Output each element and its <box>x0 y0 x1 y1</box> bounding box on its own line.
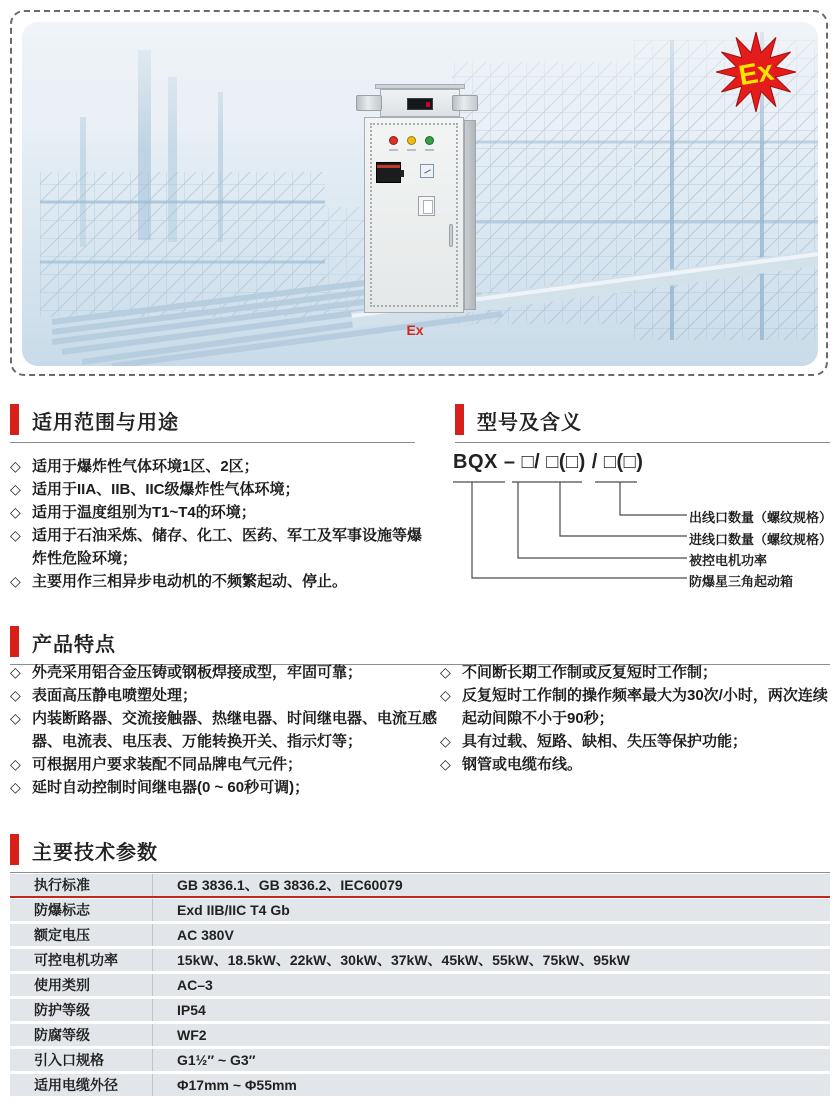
table-row <box>10 1024 830 1046</box>
list-item: ◇ 适用于石油采炼、储存、化工、医药、军工及军事设施等爆炸性危险环境； <box>10 524 422 570</box>
specs-table <box>10 874 830 1099</box>
model-label-outlets: 出线口数量（螺纹规格） <box>689 510 833 525</box>
cabinet-top-box <box>380 89 460 117</box>
table-row <box>10 924 830 946</box>
list-item: ◇ 外壳采用铝合金压铸或钢板焊接成型，牢固可靠； <box>10 661 438 684</box>
features-title: 产品特点 <box>32 634 116 656</box>
door-handle <box>449 224 453 247</box>
diamond-bullet-icon: ◇ <box>10 504 21 520</box>
model-section-head <box>455 401 830 443</box>
model-code: BQX – □/ □(□) / □(□) <box>453 451 644 473</box>
red-bar-icon <box>10 404 19 435</box>
list-item: ◇ 钢管或电缆布线。 <box>440 753 835 776</box>
diamond-bullet-icon: ◇ <box>440 687 451 703</box>
spec-value: AC–3 <box>152 974 830 996</box>
usage-list <box>10 455 422 593</box>
breaker-module <box>376 162 401 183</box>
diamond-bullet-icon: ◇ <box>10 710 21 726</box>
list-item: ◇ 内装断路器、交流接触器、热继电器、时间继电器、电流互感器、电流表、电压表、万能转换开关、指示灯等； <box>10 707 438 753</box>
table-row <box>10 974 830 996</box>
list-item: ◇ 适用于IIA、IIB、IIC级爆炸性气体环境； <box>10 478 422 501</box>
spec-label: 防护等级 <box>34 1002 90 1018</box>
product-cabinet <box>342 84 492 338</box>
diamond-bullet-icon: ◇ <box>10 664 21 680</box>
spec-value: WF2 <box>152 1024 830 1046</box>
cabinet-ex-label: Ex <box>406 322 424 338</box>
diamond-bullet-icon: ◇ <box>10 573 21 589</box>
ex-starburst-logo <box>714 30 798 114</box>
model-label-inlets: 进线口数量（螺纹规格） <box>689 532 833 547</box>
spec-label: 可控电机功率 <box>34 952 118 968</box>
indicator-light-red <box>389 136 398 145</box>
red-bar-icon <box>10 834 19 865</box>
model-label-product-type: 防爆星三角起动箱 <box>689 574 794 589</box>
list-item: ◇ 具有过载、短路、缺相、失压等保护功能； <box>440 730 835 753</box>
list-item: ◇ 表面高压静电喷塑处理； <box>10 684 438 707</box>
spec-value: GB 3836.1、GB 3836.2、IEC60079 <box>152 874 830 896</box>
spec-label: 额定电压 <box>34 927 90 943</box>
spec-value: IP54 <box>152 999 830 1021</box>
model-title: 型号及含义 <box>477 412 582 434</box>
spec-value: AC 380V <box>152 924 830 946</box>
features-list-left <box>10 661 438 799</box>
list-item: ◇ 反复短时工作制的操作频率最大为30次/小时，两次连续起动间隙不小于90秒； <box>440 684 835 730</box>
indicator-light-yellow <box>407 136 416 145</box>
cabinet-side-panel <box>464 120 476 310</box>
diamond-bullet-icon: ◇ <box>10 779 21 795</box>
specs-title: 主要技术参数 <box>32 842 158 864</box>
list-item: ◇ 延时自动控制时间继电器(0 ~ 60秒可调)； <box>10 776 438 799</box>
features-list-right <box>440 661 835 776</box>
table-row <box>10 1049 830 1071</box>
red-bar-icon <box>455 404 464 435</box>
spec-label: 适用电缆外径 <box>34 1077 118 1093</box>
list-item: ◇ 适用于温度组别为T1~T4的环境； <box>10 501 422 524</box>
spec-value: Exd IIB/IIC T4 Gb <box>152 899 830 921</box>
list-item: ◇ 不间断长期工作制或反复短时工作制； <box>440 661 835 684</box>
spec-value: 15kW、18.5kW、22kW、30kW、37kW、45kW、55kW、75kW、95kW <box>152 949 830 971</box>
indicator-light-green <box>425 136 434 145</box>
diamond-bullet-icon: ◇ <box>440 733 451 749</box>
table-row <box>10 899 830 921</box>
cable-gland-left <box>356 95 382 111</box>
spec-value: Φ17mm ~ Φ55mm <box>152 1074 830 1096</box>
specs-section-head <box>10 831 830 873</box>
cabinet-body <box>364 117 464 338</box>
spec-label: 引入口规格 <box>34 1052 104 1068</box>
list-item: ◇ 适用于爆炸性气体环境1区、2区； <box>10 455 422 478</box>
model-label-motor-power: 被控电机功率 <box>689 553 768 568</box>
spec-label: 执行标准 <box>34 877 90 893</box>
features-section-head <box>10 623 830 665</box>
diamond-bullet-icon: ◇ <box>10 481 21 497</box>
cable-gland-right <box>452 95 478 111</box>
red-bar-icon <box>10 626 19 657</box>
table-row <box>10 999 830 1021</box>
diamond-bullet-icon: ◇ <box>10 458 21 474</box>
diamond-bullet-icon: ◇ <box>440 664 451 680</box>
usage-section-head <box>10 401 415 443</box>
ex-star-text: Ex <box>736 54 777 93</box>
diamond-bullet-icon: ◇ <box>10 756 21 772</box>
table-row <box>10 874 830 898</box>
cabinet-display <box>407 98 433 110</box>
usage-title: 适用范围与用途 <box>32 412 179 434</box>
spec-value: G1½″ ~ G3″ <box>152 1049 830 1071</box>
diamond-bullet-icon: ◇ <box>10 687 21 703</box>
diamond-bullet-icon: ◇ <box>10 527 21 543</box>
spec-label: 防爆标志 <box>34 902 90 918</box>
panel-switch <box>418 196 435 216</box>
spec-label: 防腐等级 <box>34 1027 90 1043</box>
spec-label: 使用类别 <box>34 977 90 993</box>
table-row <box>10 949 830 971</box>
table-row <box>10 1074 830 1096</box>
list-item: ◇ 可根据用户要求装配不同品牌电气元件； <box>10 753 438 776</box>
diamond-bullet-icon: ◇ <box>440 756 451 772</box>
list-item: ◇ 主要用作三相异步电动机的不频繁起动、停止。 <box>10 570 422 593</box>
panel-meter <box>420 164 434 178</box>
